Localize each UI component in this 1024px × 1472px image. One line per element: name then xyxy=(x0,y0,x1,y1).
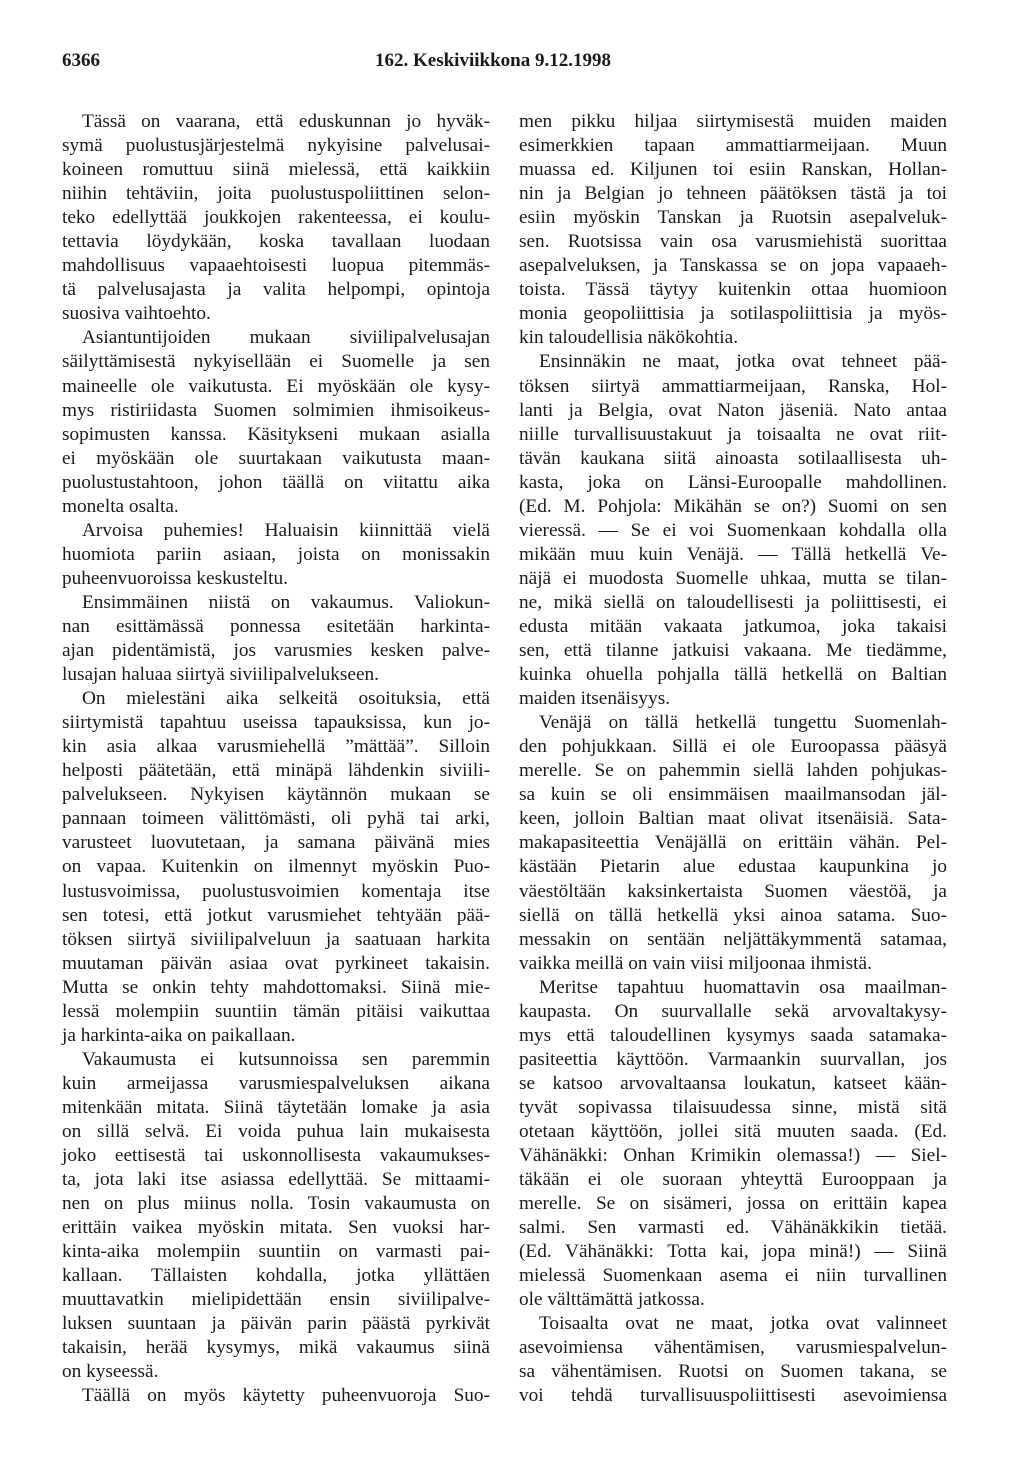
text-line: suosiva vaihtoehto. xyxy=(62,303,211,325)
text-line: maiden itsenäisyys. xyxy=(519,688,671,710)
text-line: Vähänäkki: Onhan Krimikin olemassa!) — Siel- xyxy=(519,1145,947,1167)
text-line: ei myöskään ole suurtakaan vaikutusta maan- xyxy=(62,447,490,469)
text-line: on vapaa. Kuitenkin on ilmennyt myöskin Puo- xyxy=(62,856,490,878)
text-line: nen on plus miinus nolla. Tosin vakaumusta on xyxy=(62,1193,490,1215)
text-line: mitenkään mitata. Siinä täytetään lomake ja asia xyxy=(62,1096,490,1118)
text-line: joko eettisestä tai uskonnollisesta vakaumukses- xyxy=(62,1145,490,1167)
text-line: tävän kaukana siitä ainoasta sotilaallisesta uh- xyxy=(519,447,947,469)
text-line: monelta osalta. xyxy=(62,495,179,517)
text-line: teko edellyttää joukkojen rakenteessa, ei koulu- xyxy=(62,207,490,229)
text-line: vaikka meillä on vain viisi miljoonaa ihmistä. xyxy=(519,952,872,974)
page-number: 6366 xyxy=(62,50,100,71)
text-line: lusajan haluaa siirtyä siviilipalvelukseen. xyxy=(62,664,379,686)
text-line: voi tehdä turvallisuuspoliittisesti asevoimiensa xyxy=(519,1385,947,1407)
text-line: ne, mikä siellä on taloudellisesti ja poliittisesti, ei xyxy=(519,591,947,613)
text-line: siirtymistä tapahtuu useissa tapauksissa, kun jo- xyxy=(62,712,490,734)
text-line: näjä ei muodosta Suomelle uhkaa, mutta se tilan- xyxy=(519,567,947,589)
text-line: otetaan käyttöön, jollei sitä muuten saada. (Ed. xyxy=(519,1120,947,1142)
text-line: kästään Pietarin alue edustaa kaupunkina jo xyxy=(519,856,947,878)
text-line: tyvät sopivassa tilaisuudessa sinne, mistä sitä xyxy=(519,1096,947,1118)
text-line: kuin armeijassa varusmiespalveluksen aikana xyxy=(62,1072,490,1094)
text-line: luksen suuntaan ja päivän parin päästä pyrkivät xyxy=(62,1313,490,1335)
text-line: sopimusten kanssa. Käsitykseni mukaan asialla xyxy=(62,423,490,445)
text-line: Tässä on vaarana, että eduskunnan jo hyväk- xyxy=(82,111,490,132)
text-line: ole välttämättä jatkossa. xyxy=(519,1289,705,1311)
text-line: muassa ed. Kiljunen toi esiin Ranskan, Hollan- xyxy=(519,159,947,181)
text-line: muutaman päivän asiaa ovat pyrkineet takaisin. xyxy=(62,952,490,974)
text-line: Toisaalta ovat ne maat, jotka ovat valinneet xyxy=(539,1313,947,1335)
text-line: sen. Ruotsissa vain osa varusmiehistä suorittaa xyxy=(519,231,947,253)
text-line: Ensinnäkin ne maat, jotka ovat tehneet pää- xyxy=(539,351,947,373)
session-date-header: 162. Keskiviikkona 9.12.1998 xyxy=(375,50,611,71)
text-line: ja harkinta-aika on paikallaan. xyxy=(62,1024,296,1046)
text-line: töksen siirtyä ammattiarmeijaan, Ranska, Hol- xyxy=(519,375,947,397)
text-line: merelle. Se on pahemmin siellä lahden pohjukas- xyxy=(519,760,947,782)
text-line: mys että taloudellinen kysymys saada satamaka- xyxy=(519,1024,947,1046)
text-line: (Ed. Vähänäkki: Totta kai, jopa minä!) — Siinä xyxy=(519,1241,947,1263)
text-line: asepalveluksen, ja Tanskassa se on jopa vapaaeh- xyxy=(519,255,947,277)
text-line: mys ristiriidasta Suomen solmimien ihmisoikeus- xyxy=(62,399,490,421)
text-line: sa kuin se oli ensimmäisen maailmansodan jäl- xyxy=(519,784,947,806)
text-line: salmi. Sen varmasti ed. Vähänäkkikin tietää. xyxy=(519,1217,947,1239)
text-line: mahdollisuus vapaaehtoisesti luopua pitemmäs- xyxy=(62,255,490,277)
text-line: tettavia löydykään, koska tavallaan luodaan xyxy=(62,231,490,253)
text-line: säilyttämisestä nykyisellään ei Suomelle ja sen xyxy=(62,351,490,373)
text-line: muuttavatkin mielipidettään ensin siviilipalve- xyxy=(62,1289,490,1311)
text-line: ajan pidentämistä, jos varusmies kesken palve- xyxy=(62,640,490,662)
text-line: huomiota pariin asiaan, joista on monissakin xyxy=(62,543,490,565)
text-line: sa vähentämisen. Ruotsi on Suomen takana, se xyxy=(519,1361,947,1383)
text-line: koineen romuttuu siinä mielessä, että kaikkiin xyxy=(62,159,490,181)
text-line: erittäin vaikea myöskin mitata. Sen vuoksi har- xyxy=(62,1217,490,1239)
text-line: töksen siirtyä siviilipalveluun ja saatuaan harkita xyxy=(62,928,490,950)
text-line: sen totesi, että jotkut varusmiehet tehtyään pää- xyxy=(62,904,490,926)
text-line: väestöltään kaksinkertaista Suomen väestöä, ja xyxy=(519,880,947,902)
text-line: toista. Tässä täytyy kuitenkin ottaa huomioon xyxy=(519,279,947,301)
text-line: kuinka ohuella pohjalla tällä hetkellä on Baltian xyxy=(519,664,947,686)
text-line: lustusvoimissa, puolustusvoimien komentaja itse xyxy=(62,880,490,902)
text-line: (Ed. M. Pohjola: Mikähän se on?) Suomi on sen xyxy=(519,495,947,517)
text-line: pannaan toimeen välittömästi, oli pyhä tai arki, xyxy=(62,808,490,830)
text-line: maineelle ole vaikutusta. Ei myöskään ole kysy- xyxy=(62,375,490,397)
text-line: kinta-aika molempiin suuntiin on varmasti pai- xyxy=(62,1241,490,1263)
text-line: helposti päätetään, että minäpä lähdenkin siviili- xyxy=(62,760,490,782)
text-line: kallaan. Tällaisten kohdalla, jotka yllättäen xyxy=(62,1265,490,1287)
text-line: lessä molempiin suuntiin tämän pitäisi vaikuttaa xyxy=(62,1000,490,1022)
text-line: se katsoo arvovaltaansa loukatun, katseet kään- xyxy=(519,1072,947,1094)
text-line: asevoimiensa vähentämisen, varusmiespalvelun- xyxy=(519,1337,947,1359)
text-line: lanti ja Belgia, ovat Naton jäseniä. Nato antaa xyxy=(519,399,947,421)
text-line: kin asia alkaa varusmiehellä ”mättää”. Silloin xyxy=(62,736,490,758)
text-line: messakin on sentään neljättäkymmentä satamaa, xyxy=(519,928,947,950)
text-line: on kyseessä. xyxy=(62,1361,159,1383)
text-line: esiin myöskin Tanskan ja Ruotsin asepalveluk- xyxy=(519,207,947,229)
text-line: puolustustahtoon, johon täällä on viitattu aika xyxy=(62,471,490,493)
text-line: puheenvuoroissa keskusteltu. xyxy=(62,567,288,589)
text-line: niille turvallisuustakuut ja toisaalta ne ovat riit- xyxy=(519,423,947,445)
text-line: edusta mitään vakaata jatkumoa, joka takaisi xyxy=(519,615,947,637)
text-line: nin ja Belgian jo tehneen päätöksen tästä ja toi xyxy=(519,183,947,205)
text-line: Mutta se onkin tehty mahdottomaksi. Siinä mie- xyxy=(62,976,490,998)
text-line: merelle. Se on sisämeri, jossa on erittäin kapea xyxy=(519,1193,947,1215)
text-line: täkään ei ole suoraan yhteyttä Eurooppaan ja xyxy=(519,1169,947,1191)
text-line: takaisin, herää kysymys, mikä vakaumus siinä xyxy=(62,1337,490,1359)
text-line: niihin tehtäviin, joita puolustuspoliittinen selon- xyxy=(62,183,490,205)
text-line: mielessä Suomenkaan asema ei niin turvallinen xyxy=(519,1265,947,1287)
text-line: sen, että tilanne jatkuisi vakaana. Me tiedämme, xyxy=(519,640,947,662)
text-line: symä puolustusjärjestelmä nykyisine palvelusai- xyxy=(62,135,490,157)
text-line: siellä on tällä hetkellä yksi ainoa satama. Suo- xyxy=(519,904,947,926)
text-line: Venäjä on tällä hetkellä tungettu Suomenlah- xyxy=(539,712,947,734)
text-line: keen, jolloin Baltian maat olivat itsenäisiä. Sata- xyxy=(519,808,947,830)
text-line: mikään muu kuin Venäjä. — Tällä hetkellä Ve- xyxy=(519,543,947,565)
text-line: makapasiteettia Venäjällä on erittäin vähän. Pel- xyxy=(519,832,947,854)
text-line: ta, jota laki itse asiassa edellyttää. Se mittaami- xyxy=(62,1169,490,1191)
text-line: kaupasta. On suurvallalle sekä arvovaltakysy- xyxy=(519,1000,947,1022)
text-line: pasiteettia käyttöön. Varmaankin suurvallan, jos xyxy=(519,1048,947,1070)
text-line: kin taloudellisia näkökohtia. xyxy=(519,327,739,349)
text-line: vieressä. — Se ei voi Suomenkaan kohdalla olla xyxy=(519,519,947,541)
text-line: Arvoisa puhemies! Haluaisin kiinnittää vielä xyxy=(82,519,490,541)
text-line: Ensimmäinen niistä on vakaumus. Valiokun- xyxy=(82,591,490,613)
text-line: Vakaumusta ei kutsunnoissa sen paremmin xyxy=(82,1048,490,1070)
left-text-column xyxy=(62,110,490,1409)
text-line: On mielestäni aika selkeitä osoituksia, että xyxy=(82,688,490,710)
text-line: kasta, joka on Länsi-Euroopalle mahdollinen. xyxy=(519,471,947,493)
text-line: esimerkkien tapaan ammattiarmeijaan. Muun xyxy=(519,135,947,157)
text-line: monia geopoliittisia ja sotilaspoliittisia ja myös- xyxy=(519,303,947,325)
text-line: Meritse tapahtuu huomattavin osa maailman- xyxy=(539,976,947,998)
right-text-column xyxy=(519,110,947,1409)
text-line: Asiantuntijoiden mukaan siviilipalvelusajan xyxy=(82,327,490,349)
text-line: nan esittämässä ponnessa esitetään harkinta- xyxy=(62,615,490,637)
text-line: palvelukseen. Nykyisen käytännön mukaan se xyxy=(62,784,490,806)
text-line: tä palvelusajasta ja valita helpompi, opintoja xyxy=(62,279,490,301)
text-line: den pohjukkaan. Sillä ei ole Euroopassa pääsyä xyxy=(519,736,947,758)
text-line: Täällä on myös käytetty puheenvuoroja Suo- xyxy=(82,1385,490,1407)
text-line: varusteet luovutetaan, ja samana päivänä mies xyxy=(62,832,490,854)
text-line: on sillä selvä. Ei voida puhua lain mukaisesta xyxy=(62,1120,490,1142)
text-line: men pikku hiljaa siirtymisestä muiden maiden xyxy=(519,111,947,132)
page-header xyxy=(62,50,962,76)
